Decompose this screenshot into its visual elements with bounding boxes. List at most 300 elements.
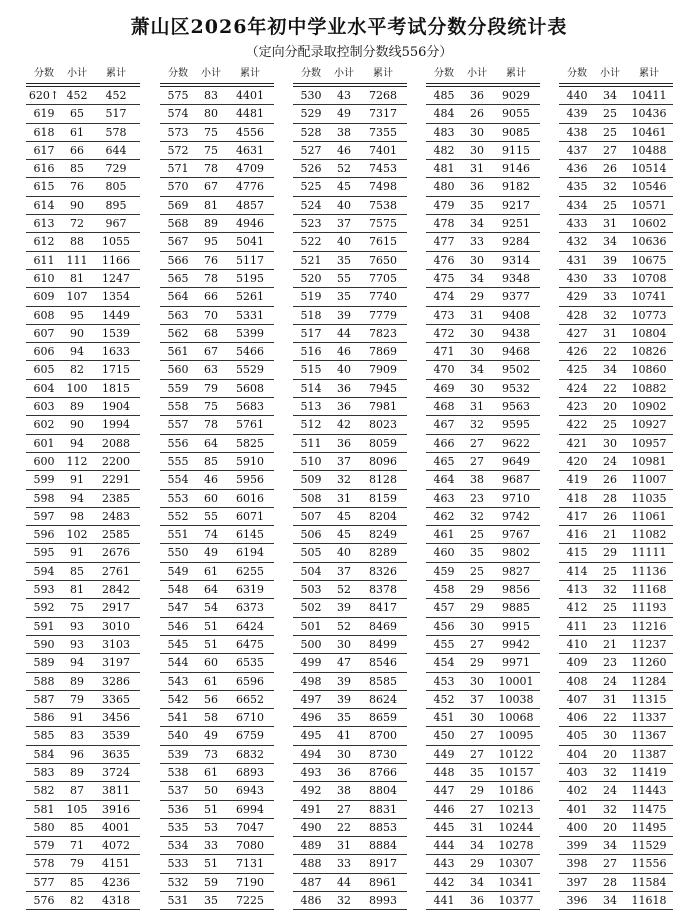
cumulative-cell: 8378	[369, 583, 397, 597]
subtotal-cell: 80	[204, 107, 218, 121]
cumulative-cell: 8023	[369, 418, 397, 432]
cumulative-cell: 7453	[369, 162, 397, 176]
table-row	[160, 380, 274, 398]
subtotal-cell: 90	[70, 418, 84, 432]
cumulative-cell: 11035	[631, 491, 667, 505]
table-row	[293, 142, 407, 160]
cumulative-cell: 10804	[631, 326, 667, 340]
cumulative-cell: 11443	[631, 784, 667, 798]
table-row	[426, 453, 540, 471]
score-cell: 570	[167, 180, 189, 194]
cumulative-cell: 9563	[502, 400, 530, 414]
table-row	[26, 252, 140, 270]
score-cell: 514	[300, 381, 322, 395]
score-cell: 423	[566, 400, 588, 414]
table-row	[559, 178, 673, 196]
cumulative-cell: 9971	[502, 656, 530, 670]
subtotal-cell: 98	[70, 509, 84, 523]
table-row	[426, 252, 540, 270]
score-cell: 453	[433, 674, 455, 688]
score-cell: 523	[300, 217, 322, 231]
subtotal-cell: 49	[337, 107, 351, 121]
cumulative-cell: 7615	[369, 235, 397, 249]
table-row	[26, 892, 140, 910]
cumulative-cell: 2088	[102, 436, 130, 450]
score-cell: 433	[566, 217, 588, 231]
table-row	[559, 215, 673, 233]
table-row	[559, 892, 673, 910]
table-row	[26, 124, 140, 142]
score-cell: 536	[167, 802, 189, 816]
cumulative-cell: 6893	[236, 765, 264, 779]
table-row	[160, 819, 274, 837]
table-row	[26, 270, 140, 288]
table-row	[426, 746, 540, 764]
subtotal-cell: 34	[603, 235, 617, 249]
cumulative-cell: 11387	[631, 747, 667, 761]
cumulative-cell: 3456	[102, 711, 130, 725]
table-row	[160, 673, 274, 691]
table-row	[559, 87, 673, 105]
score-cell: 618	[33, 125, 55, 139]
cumulative-cell: 10741	[631, 290, 667, 304]
subtotal-cell: 40	[337, 546, 351, 560]
cumulative-cell: 9182	[502, 180, 530, 194]
subtotal-cell: 85	[70, 162, 84, 176]
cumulative-cell: 10546	[631, 180, 667, 194]
header-cell: 小计	[334, 68, 354, 79]
cumulative-cell: 2200	[102, 454, 130, 468]
cumulative-cell: 7225	[236, 894, 264, 908]
table-row	[160, 581, 274, 599]
cumulative-cell: 6759	[236, 729, 264, 743]
subtotal-cell: 94	[70, 656, 84, 670]
subtotal-cell: 96	[70, 747, 84, 761]
cumulative-cell: 7268	[369, 89, 397, 102]
subtotal-cell: 31	[337, 491, 351, 505]
score-cell: 608	[33, 308, 55, 322]
cumulative-cell: 2291	[102, 473, 130, 487]
table-row	[426, 197, 540, 215]
subtotal-cell: 25	[470, 564, 484, 578]
table-header	[426, 66, 540, 84]
subtotal-cell: 26	[603, 509, 617, 523]
score-cell: 558	[167, 400, 189, 414]
subtotal-cell: 25	[603, 418, 617, 432]
score-cell: 430	[566, 271, 588, 285]
cumulative-cell: 8128	[369, 473, 397, 487]
table-row	[160, 526, 274, 544]
subtotal-cell: 36	[470, 894, 484, 908]
table-row	[26, 874, 140, 892]
cumulative-cell: 9029	[502, 89, 530, 102]
score-cell: 579	[33, 839, 55, 853]
cumulative-cell: 6652	[236, 692, 264, 706]
subtotal-cell: 36	[337, 400, 351, 414]
cumulative-cell: 1539	[102, 326, 130, 340]
cumulative-cell: 6832	[236, 747, 264, 761]
cumulative-cell: 7575	[369, 217, 397, 231]
table-row	[559, 398, 673, 416]
subtotal-cell: 89	[204, 217, 218, 231]
subtotal-cell: 39	[337, 308, 351, 322]
table-row	[160, 160, 274, 178]
subtotal-cell: 70	[204, 308, 218, 322]
table-row	[559, 105, 673, 123]
subtotal-cell: 40	[337, 363, 351, 377]
subtotal-cell: 66	[204, 290, 218, 304]
cumulative-cell: 8961	[369, 875, 397, 889]
subtotal-cell: 29	[470, 583, 484, 597]
table-row	[559, 654, 673, 672]
table-row	[426, 673, 540, 691]
cumulative-cell: 9217	[502, 198, 530, 212]
score-cell: 592	[33, 601, 55, 615]
score-cell: 431	[566, 253, 588, 267]
subtotal-cell: 33	[470, 235, 484, 249]
subtotal-cell: 32	[603, 802, 617, 816]
score-cell: 495	[300, 729, 322, 743]
subtotal-cell: 23	[470, 491, 484, 505]
table-row	[26, 398, 140, 416]
subtotal-cell: 60	[204, 491, 218, 505]
score-cell: 518	[300, 308, 322, 322]
table-row	[293, 709, 407, 727]
cumulative-cell: 7869	[369, 345, 397, 359]
cumulative-cell: 2385	[102, 491, 130, 505]
subtotal-cell: 34	[603, 363, 617, 377]
table-row	[559, 288, 673, 306]
score-cell: 405	[566, 729, 588, 743]
table-row	[26, 599, 140, 617]
score-cell: 563	[167, 308, 189, 322]
table-row	[559, 709, 673, 727]
cumulative-cell: 6475	[236, 637, 264, 651]
score-cell: 605	[33, 363, 55, 377]
score-cell: 531	[167, 894, 189, 908]
score-cell: 576	[33, 894, 55, 908]
score-cell: 577	[33, 875, 55, 889]
subtotal-cell: 27	[470, 802, 484, 816]
score-cell: 620↑	[28, 89, 60, 102]
header-cell: 分数	[567, 68, 587, 79]
subtotal-cell: 51	[204, 637, 218, 651]
score-cell: 515	[300, 363, 322, 377]
table-row	[160, 855, 274, 873]
table-row	[293, 398, 407, 416]
cumulative-cell: 1815	[102, 381, 130, 395]
subtotal-cell: 52	[337, 619, 351, 633]
subtotal-cell: 107	[66, 290, 88, 304]
subtotal-cell: 78	[204, 271, 218, 285]
subtotal-cell: 105	[66, 802, 88, 816]
table-row	[426, 361, 540, 379]
subtotal-cell: 67	[204, 345, 218, 359]
score-cell: 459	[433, 564, 455, 578]
cumulative-cell: 11495	[631, 820, 667, 834]
subtotal-cell: 82	[70, 363, 84, 377]
table-row	[160, 416, 274, 434]
cumulative-cell: 9502	[502, 363, 530, 377]
score-cell: 537	[167, 784, 189, 798]
cumulative-cell: 7740	[369, 290, 397, 304]
table-row	[160, 599, 274, 617]
subtotal-cell: 68	[204, 326, 218, 340]
table-row	[559, 142, 673, 160]
subtotal-cell: 40	[337, 235, 351, 249]
cumulative-cell: 5529	[236, 363, 264, 377]
score-cell: 555	[167, 454, 189, 468]
subtotal-cell: 27	[337, 802, 351, 816]
subtotal-cell: 30	[337, 637, 351, 651]
table-row	[160, 746, 274, 764]
cumulative-cell: 7650	[369, 253, 397, 267]
score-cell: 468	[433, 400, 455, 414]
subtotal-cell: 35	[204, 894, 218, 908]
cumulative-cell: 9942	[502, 637, 530, 651]
score-cell: 553	[167, 491, 189, 505]
score-cell: 460	[433, 546, 455, 560]
subtotal-cell: 29	[470, 601, 484, 615]
table-row	[426, 618, 540, 636]
cumulative-cell: 6535	[236, 656, 264, 670]
cumulative-cell: 8289	[369, 546, 397, 560]
score-cell: 478	[433, 217, 455, 231]
table-row	[160, 270, 274, 288]
cumulative-cell: 5399	[236, 326, 264, 340]
score-cell: 593	[33, 583, 55, 597]
cumulative-cell: 9085	[502, 125, 530, 139]
table-row	[559, 160, 673, 178]
score-cell: 547	[167, 601, 189, 615]
score-cell: 449	[433, 747, 455, 761]
score-cell: 581	[33, 802, 55, 816]
subtotal-cell: 21	[603, 637, 617, 651]
cumulative-cell: 10675	[631, 253, 667, 267]
subtotal-cell: 39	[337, 601, 351, 615]
table-row	[426, 124, 540, 142]
table-row	[26, 142, 140, 160]
table-row	[160, 178, 274, 196]
header-cell: 小计	[67, 68, 87, 79]
score-cell: 500	[300, 637, 322, 651]
cumulative-cell: 9146	[502, 162, 530, 176]
score-cell: 552	[167, 509, 189, 523]
table-row	[160, 709, 274, 727]
table-row	[160, 490, 274, 508]
cumulative-cell: 11007	[631, 473, 667, 487]
table-row	[293, 215, 407, 233]
cumulative-cell: 11475	[631, 802, 667, 816]
score-cell: 467	[433, 418, 455, 432]
score-cell: 498	[300, 674, 322, 688]
cumulative-cell: 3010	[102, 619, 130, 633]
subtotal-cell: 22	[337, 820, 351, 834]
table-row	[559, 416, 673, 434]
subtotal-cell: 22	[603, 381, 617, 395]
score-cell: 527	[300, 143, 322, 157]
cumulative-cell: 9742	[502, 509, 530, 523]
score-cell: 455	[433, 637, 455, 651]
score-cell: 462	[433, 509, 455, 523]
header-cell: 累计	[373, 68, 393, 79]
cumulative-cell: 11284	[631, 674, 667, 688]
subtotal-cell: 34	[470, 271, 484, 285]
score-cell: 582	[33, 784, 55, 798]
cumulative-cell: 11237	[631, 637, 667, 651]
subtotal-cell: 31	[603, 692, 617, 706]
score-cell: 486	[300, 894, 322, 908]
subtotal-cell: 36	[470, 89, 484, 102]
subtotal-cell: 24	[603, 674, 617, 688]
subtotal-cell: 30	[470, 345, 484, 359]
cumulative-cell: 10488	[631, 143, 667, 157]
header-cell: 累计	[106, 68, 126, 79]
score-cell: 435	[566, 180, 588, 194]
table-row	[26, 636, 140, 654]
score-cell: 497	[300, 692, 322, 706]
cumulative-cell: 9649	[502, 454, 530, 468]
cumulative-cell: 1904	[102, 400, 130, 414]
score-cell: 412	[566, 601, 588, 615]
subtotal-cell: 52	[337, 583, 351, 597]
subtotal-cell: 32	[470, 509, 484, 523]
subtotal-cell: 31	[603, 326, 617, 340]
table-row	[426, 105, 540, 123]
cumulative-cell: 7823	[369, 326, 397, 340]
table-row	[293, 124, 407, 142]
score-cell: 529	[300, 107, 322, 121]
subtotal-cell: 44	[337, 875, 351, 889]
table-row	[293, 197, 407, 215]
cumulative-cell: 10095	[498, 729, 534, 743]
subtotal-cell: 37	[337, 564, 351, 578]
table-row	[426, 855, 540, 873]
cumulative-cell: 7909	[369, 363, 397, 377]
table-row	[559, 544, 673, 562]
subtotal-cell: 20	[603, 400, 617, 414]
subtotal-cell: 94	[70, 436, 84, 450]
cumulative-cell: 11082	[631, 528, 667, 542]
table-row	[426, 727, 540, 745]
cumulative-cell: 10902	[631, 400, 667, 414]
table-row	[293, 764, 407, 782]
subtotal-cell: 35	[470, 765, 484, 779]
subtotal-cell: 30	[470, 711, 484, 725]
cumulative-cell: 10307	[498, 857, 534, 871]
subtotal-cell: 34	[470, 875, 484, 889]
table-row	[26, 801, 140, 819]
cumulative-cell: 9055	[502, 107, 530, 121]
subtotal-cell: 23	[603, 656, 617, 670]
score-cell: 493	[300, 765, 322, 779]
score-cell: 526	[300, 162, 322, 176]
subtotal-cell: 20	[603, 747, 617, 761]
score-cell: 414	[566, 564, 588, 578]
cumulative-cell: 10436	[631, 107, 667, 121]
cumulative-cell: 8730	[369, 747, 397, 761]
cumulative-cell: 7779	[369, 308, 397, 322]
subtotal-cell: 24	[603, 454, 617, 468]
subtotal-cell: 60	[204, 656, 218, 670]
score-cell: 450	[433, 729, 455, 743]
table-row	[293, 673, 407, 691]
subtotal-cell: 29	[470, 784, 484, 798]
cumulative-cell: 7047	[236, 820, 264, 834]
table-row	[426, 837, 540, 855]
score-cell: 613	[33, 217, 55, 231]
table-row	[559, 471, 673, 489]
score-cell: 530	[300, 89, 322, 102]
score-cell: 594	[33, 564, 55, 578]
score-cell: 535	[167, 820, 189, 834]
subtotal-cell: 32	[603, 180, 617, 194]
score-cell: 599	[33, 473, 55, 487]
cumulative-cell: 9314	[502, 253, 530, 267]
score-cell: 469	[433, 381, 455, 395]
table-row	[426, 178, 540, 196]
table-row	[160, 325, 274, 343]
subtotal-cell: 71	[70, 839, 84, 853]
subtotal-cell: 35	[337, 711, 351, 725]
score-cell: 443	[433, 857, 455, 871]
score-cell: 437	[566, 143, 588, 157]
table-row	[26, 782, 140, 800]
cumulative-cell: 10636	[631, 235, 667, 249]
table-row	[160, 105, 274, 123]
cumulative-cell: 11111	[631, 546, 667, 560]
table-row	[426, 233, 540, 251]
table-row	[160, 215, 274, 233]
score-cell: 598	[33, 491, 55, 505]
score-cell: 499	[300, 656, 322, 670]
table-row	[160, 453, 274, 471]
cumulative-cell: 11529	[631, 839, 667, 853]
score-cell: 600	[33, 454, 55, 468]
table-row	[293, 855, 407, 873]
subtotal-cell: 85	[70, 820, 84, 834]
cumulative-cell: 7945	[369, 381, 397, 395]
table-row	[559, 361, 673, 379]
cumulative-cell: 10927	[631, 418, 667, 432]
subtotal-cell: 91	[70, 473, 84, 487]
score-cell: 483	[433, 125, 455, 139]
subtotal-cell: 91	[70, 711, 84, 725]
score-cell: 456	[433, 619, 455, 633]
cumulative-cell: 10411	[631, 89, 667, 102]
score-cell: 489	[300, 839, 322, 853]
table-row	[426, 581, 540, 599]
table-row	[26, 764, 140, 782]
subtotal-cell: 50	[204, 784, 218, 798]
cumulative-cell: 10773	[631, 308, 667, 322]
cumulative-cell: 11419	[631, 765, 667, 779]
cumulative-cell: 4709	[236, 162, 264, 176]
table-row	[293, 563, 407, 581]
score-cell: 424	[566, 381, 588, 395]
subtotal-cell: 54	[204, 601, 218, 615]
score-cell: 397	[566, 875, 588, 889]
subtotal-cell: 75	[204, 400, 218, 414]
subtotal-cell: 31	[337, 839, 351, 853]
table-row	[426, 819, 540, 837]
score-cell: 525	[300, 180, 322, 194]
table-row	[426, 343, 540, 361]
cumulative-cell: 10278	[498, 839, 534, 853]
cumulative-cell: 1354	[102, 290, 130, 304]
cumulative-cell: 10860	[631, 363, 667, 377]
score-cell: 540	[167, 729, 189, 743]
